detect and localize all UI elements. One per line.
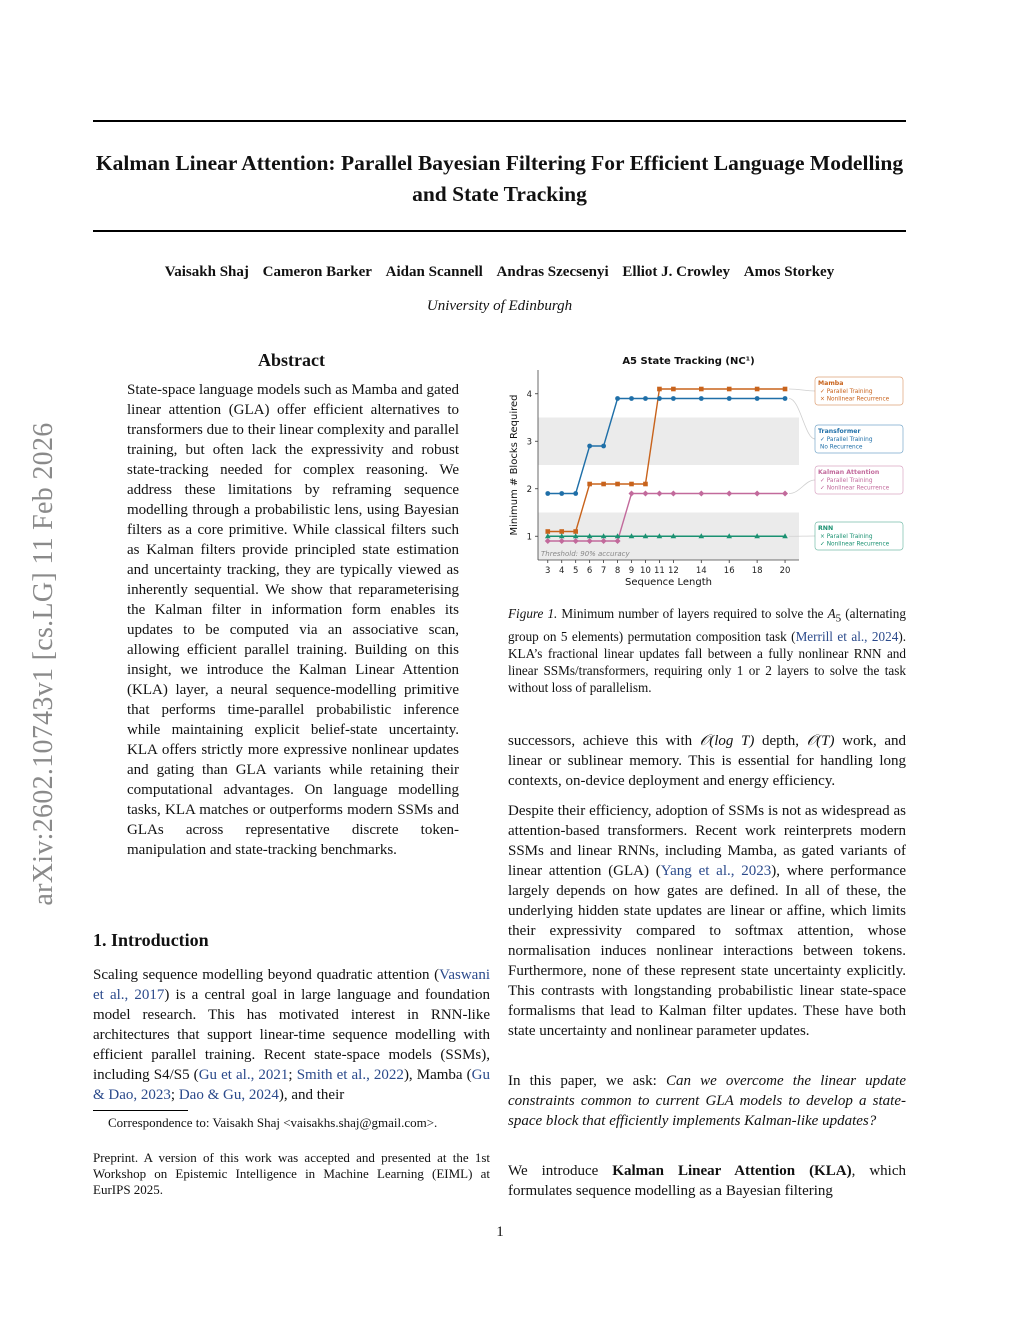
y-tick-label: 1 [526, 532, 532, 543]
data-point [545, 529, 550, 534]
data-point [615, 482, 620, 487]
x-tick-label: 7 [600, 566, 607, 576]
data-point [559, 491, 564, 496]
affiliation: University of Edinburgh [426, 298, 573, 314]
y-axis-label: Minimum # Blocks Required [509, 394, 520, 536]
arxiv-sidebar [24, 372, 64, 956]
x-tick-label: 10 [640, 566, 651, 576]
y-tick-label: 3 [526, 437, 532, 448]
data-point [671, 387, 676, 392]
x-tick-label: 20 [779, 566, 791, 576]
math: A [827, 606, 836, 621]
text-run: ; [170, 1087, 179, 1103]
bold-term: Kalman Linear Attention (KLA) [612, 1163, 852, 1179]
data-point [573, 529, 578, 534]
body-paragraph [508, 1071, 906, 1131]
data-point [587, 444, 592, 449]
intro-paragraph [93, 965, 490, 1105]
data-point [545, 491, 550, 496]
author: Cameron Barker [262, 264, 372, 280]
author: Vaisakh Shaj [164, 264, 249, 280]
text-run: (alternating group on 5 elements) permutation composition task ( [508, 606, 906, 644]
abstract-text: State-space language models such as Mamba and gated linear attention (GLA) offer efficient alternatives to transformers due to their linear complexity and parallel training, but often lack the expressivity and robust state-tracking needed for complex reasoning. We address these limitations by reframing sequence modelling through a probabilistic lens, using Bayesian filters as a core primitive. While classical filters such as Kalman filters provide principled state estimation and uncertainty tracking, they are typically viewed as inherently sequential. We show that reparameterising the Kalman filter in information form enables its updates to be computed via an associative scan, allowing efficient parallel training. Building on this insight, we introduce the Kalman Linear Attention (KLA) layer, a neural sequence-modelling primitive that performs time-parallel probabilistic inference while maintaining explicit belief-state uncertainty. KLA offers strictly more expressive nonlinear updates and gating than GLA variants while retaining their computational advantages. On language modelling tasks, KLA matches or outperforms modern SSMs and GLAs across representative discrete token-manipulation and state-tracking benchmarks. [127, 382, 459, 858]
data-point [755, 387, 760, 392]
text-run: Despite their efficiency, adoption of SSMs is not as widespread as attention-based transformers. Recent work reinterprets modern SSMs and linear RNNs, including Mamba, as gated variants of linear attention (GLA) ( [508, 803, 906, 879]
x-tick-label: 5 [572, 566, 579, 576]
data-point [699, 387, 704, 392]
paper-title: Kalman Linear Attention: Parallel Bayesian Filtering For Efficient Language Modelling and State Tracking [95, 151, 904, 206]
text-run: , which formulates sequence modelling as a Bayesian filtering [508, 1163, 906, 1199]
data-point [657, 396, 662, 401]
top-rule [93, 120, 906, 122]
data-point [643, 396, 648, 401]
citation-link[interactable]: Smith et al., 2022 [296, 1067, 404, 1083]
x-tick-label: 4 [559, 566, 565, 576]
x-tick-label: 16 [723, 566, 735, 576]
math-sub: 5 [835, 612, 842, 625]
data-point [615, 396, 620, 401]
legend-title: Mamba [818, 380, 844, 387]
x-tick-label: 11 [654, 566, 665, 576]
data-point [727, 387, 732, 392]
legend-title: RNN [818, 525, 834, 532]
citation-link[interactable]: Gu & Dao, 2023 [93, 1067, 491, 1103]
citation-link[interactable]: Vaswani et al., 2017 [93, 967, 490, 1003]
x-tick-label: 8 [614, 566, 621, 576]
x-tick-label: 14 [695, 566, 707, 576]
citation-link[interactable]: Dao & Gu, 2024 [178, 1087, 279, 1103]
legend-item: ✓ Parallel Training [820, 389, 873, 395]
legend-item: × Parallel Training [820, 534, 873, 540]
title-rule [93, 230, 906, 232]
legend-item: ✓ Nonlinear Recurrence [820, 541, 890, 548]
figure-caption [508, 605, 906, 696]
data-point [783, 396, 788, 401]
author: Andras Szecsenyi [496, 264, 609, 280]
data-point [727, 396, 732, 401]
legend-item: No Recurrence [820, 444, 863, 451]
x-tick-label: 6 [586, 566, 593, 576]
citation-link[interactable]: Merrill et al., 2024 [795, 628, 899, 644]
author-list [93, 264, 906, 281]
data-point [601, 444, 606, 449]
text-run: We introduce [508, 1163, 613, 1179]
y-tick-label: 4 [526, 389, 532, 400]
legend-item: ✓ Parallel Training [820, 437, 873, 443]
data-point [657, 387, 662, 392]
data-point [629, 482, 634, 487]
data-point [643, 482, 648, 487]
research-question: Can we overcome the linear update constraints common to current GLA models to develop a state-space block that efficiently implements Kalman-like updates? [508, 1073, 906, 1129]
legend-title: Kalman Attention [818, 469, 880, 476]
x-tick-label: 3 [545, 566, 551, 576]
text-run: ) is a central goal in large language and foundation model research. This has motivated interest in RNN-like architectures that support linear-time sequence modelling with efficient parallel training. Recent state-space models (SSMs), including S4/S5 ( [93, 987, 490, 1083]
math: 𝒪(T) [806, 733, 835, 749]
text-run: Minimum number of layers required to solve the [557, 606, 828, 621]
author: Amos Storkey [743, 264, 835, 280]
footnote-rule [93, 1110, 188, 1111]
text-run: Scaling sequence modelling beyond quadratic attention ( [93, 967, 440, 983]
x-tick-label: 18 [751, 566, 763, 576]
text-run: depth, [754, 733, 807, 749]
text-run: In this paper, we ask: [508, 1073, 666, 1089]
text-run: ), and their [278, 1087, 345, 1103]
page-number: 1 [496, 1224, 504, 1240]
math: 𝒪(log T) [699, 733, 755, 749]
footnote-preprint: Preprint. A version of this work was accepted and presented at the 1st Workshop on Epistemic Intelligence in Machine Learning (EIML) at EurIPS 2025. [93, 1150, 490, 1197]
y-tick-label: 2 [526, 484, 532, 495]
citation-link[interactable]: Gu et al., 2021 [198, 1067, 289, 1083]
arxiv-id: arXiv:2602.10743v1 [cs.LG] 11 Feb 2026 [28, 422, 59, 906]
text-run: ), Mamba ( [403, 1067, 472, 1083]
data-point [671, 396, 676, 401]
author: Elliot J. Crowley [622, 264, 731, 280]
data-point [601, 482, 606, 487]
x-tick-label: 9 [628, 566, 635, 576]
figure-label: Figure 1. [508, 606, 558, 621]
data-point [755, 396, 760, 401]
chart-title: A5 State Tracking (NC¹) [622, 356, 755, 367]
citation-link[interactable]: Yang et al., 2023 [660, 863, 772, 879]
data-point [783, 387, 788, 392]
footnote-correspondence: Correspondence to: Vaisakh Shaj <vaisakhs.shaj@gmail.com>. [108, 1115, 438, 1130]
text-run: successors, achieve this with [508, 733, 700, 749]
abstract-heading: Abstract [258, 350, 325, 370]
text-run: ), where performance largely depends on how gates are defined. In all of these, the underlying hidden state updates are linear or affine, which limits their expressivity compared to softmax attention, whose normalisation induces nonlinear interactions between tokens. Furthermore, none of these represent state uncertainty explicitly. This contrasts with longstanding probabilistic linear state-space formalisms that lead to Kalman filter updates. These have both state uncertainty and nonlinear parameter updates. [508, 863, 907, 1039]
body-paragraph [508, 1161, 906, 1201]
x-axis-label: Sequence Length [625, 577, 712, 588]
legend-title: Transformer [818, 428, 861, 435]
data-point [587, 482, 592, 487]
threshold-note: Threshold: 90% accuracy [541, 550, 630, 558]
text-run: ; [288, 1067, 297, 1083]
figure-chart [508, 350, 908, 595]
author: Aidan Scannell [385, 264, 483, 280]
text-run: ). KLA’s fractional linear updates fall between a fully nonlinear RNN and linear SSMs/transformers, requiring only 1 or 2 layers to solve the task without loss of parallelism. [508, 628, 907, 695]
grid-band [538, 418, 799, 466]
data-point [629, 396, 634, 401]
x-tick-label: 12 [667, 566, 679, 576]
body-paragraph [508, 801, 906, 1041]
data-point [699, 396, 704, 401]
data-point [559, 529, 564, 534]
legend-item: × Nonlinear Recurrence [820, 396, 890, 403]
legend-item: ✓ Nonlinear Recurrence [820, 485, 890, 492]
body-paragraph [508, 731, 906, 791]
section-heading: 1. Introduction [93, 930, 209, 950]
legend-item: ✓ Parallel Training [820, 478, 873, 484]
data-point [573, 491, 578, 496]
text-run: work, and linear or sublinear memory. This is essential for handling long contexts, on-device deployment and energy efficiency. [508, 733, 906, 789]
